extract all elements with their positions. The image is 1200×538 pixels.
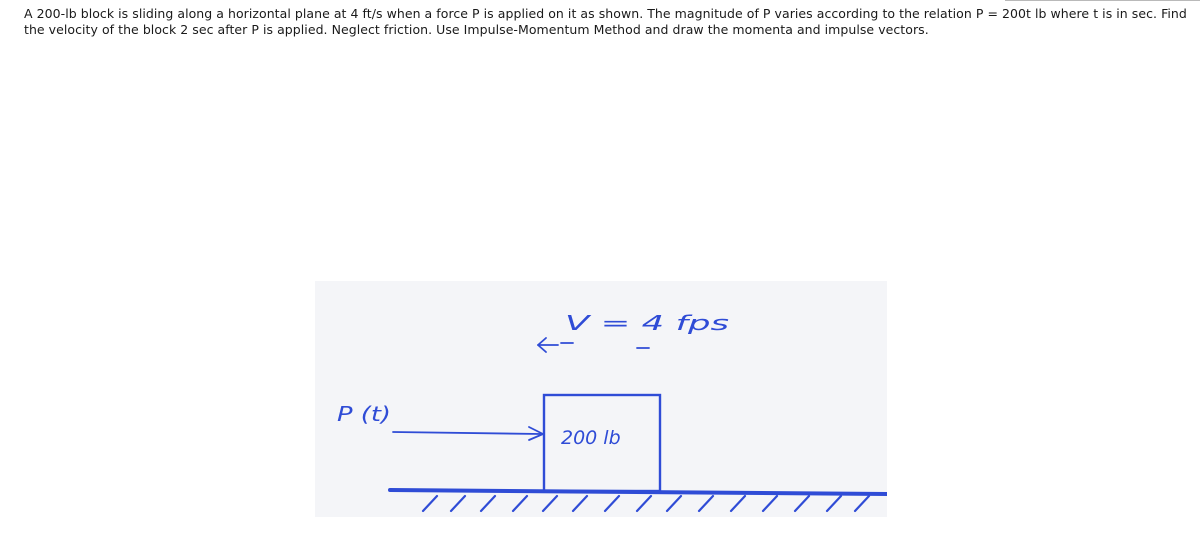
problem-statement: A 200-lb block is sliding along a horizontal plane at 4 ft/s when a force P is applied on it as shown. The magnitude of P varies according to the relation P = 200t lb where t is in sec. Find the velocity of the block 2 sec after P is applied. Neglect friction. Use Impulse-Momentum Method and draw the momenta and impulse vectors.	[24, 6, 1187, 37]
top-divider-line	[1005, 0, 1200, 1]
problem-figure	[315, 281, 887, 517]
figure-drawing	[315, 281, 887, 517]
velocity-label: V = 4 fps	[565, 311, 729, 335]
force-arrow-line	[393, 432, 541, 434]
ground-hatching	[423, 496, 869, 511]
block-weight-label: 200 lb	[561, 427, 621, 449]
force-label: P (t)	[337, 402, 391, 426]
